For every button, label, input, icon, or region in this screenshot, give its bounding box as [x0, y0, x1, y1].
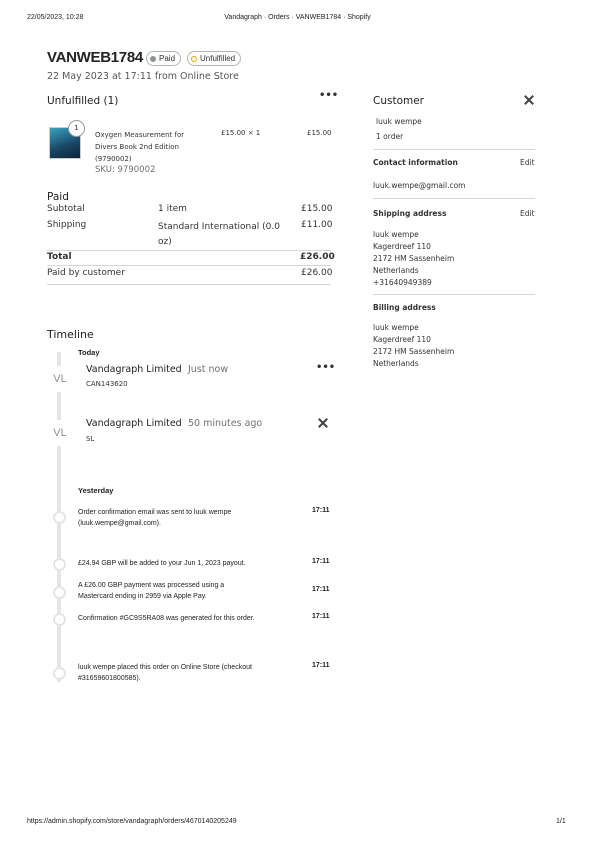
address-line: Kagerdreef 110 [373, 335, 431, 344]
customer-email[interactable]: luuk.wempe@gmail.com [373, 181, 466, 190]
product-name-line2[interactable]: Divers Book 2nd Edition [95, 143, 179, 151]
timeline-dot-icon [53, 613, 66, 626]
timeline-event-time: 17:11 [312, 613, 330, 620]
customer-name[interactable]: luuk wempe [376, 117, 422, 126]
payment-status-label: Paid [159, 54, 176, 63]
address-line: 2172 HM Sassenheim [373, 254, 455, 263]
comment-author: Vandagraph Limited [86, 364, 182, 375]
more-horizontal-icon[interactable]: ••• [316, 362, 336, 373]
divider [47, 265, 331, 266]
fulfillment-status-label: Unfulfilled [200, 54, 236, 63]
total-amount: £26.00 [300, 252, 335, 262]
print-page-number: 1/1 [556, 818, 566, 825]
comment-author: Vandagraph Limited [86, 418, 182, 429]
timeline-event [78, 613, 293, 624]
timeline-day-yesterday: Yesterday [78, 486, 114, 495]
quantity-badge: 1 [68, 120, 85, 137]
comment-time: 50 minutes ago [188, 418, 263, 429]
shipping-detail-line2: oz) [158, 237, 172, 247]
print-url: https://admin.shopify.com/store/vandagraph/orders/4670140205249 [27, 818, 237, 825]
timeline-heading: Timeline [47, 328, 94, 341]
order-subtitle: 22 May 2023 at 17:11 from Online Store [47, 71, 239, 82]
comment-body: SL [86, 435, 95, 443]
product-variant: (9790002) [95, 155, 132, 163]
address-line: Kagerdreef 110 [373, 242, 431, 251]
address-line: 2172 HM Sassenheim [373, 347, 455, 356]
timeline-day-today: Today [78, 348, 100, 357]
comment-time: Just now [188, 364, 229, 375]
total-label: Total [47, 252, 72, 262]
close-icon[interactable] [318, 418, 328, 428]
payment-status-badge [146, 51, 181, 66]
timeline-event [78, 558, 293, 569]
paid-by-customer-amount: £26.00 [301, 268, 333, 278]
subtotal-amount: £15.00 [301, 204, 333, 214]
shipping-detail [158, 220, 280, 250]
shipping-address [373, 229, 454, 289]
avatar: VL [47, 420, 73, 446]
timeline-event-text: luuk wempe placed this order on Online Store (checkout [78, 664, 252, 671]
fulfillment-status-badge [187, 51, 241, 66]
phone-number: +31640949389 [373, 278, 432, 287]
shipping-label: Shipping [47, 220, 87, 230]
shipping-amount: £11.00 [301, 220, 333, 230]
timeline-event-text: £24.94 GBP will be added to your Jun 1, 2023 payout. [78, 560, 246, 567]
timeline-dot-icon [53, 667, 66, 680]
timeline-event-text: Confirmation #GC9S5RA08 was generated for this order. [78, 615, 255, 622]
timeline-event [78, 662, 293, 684]
address-line: luuk wempe [373, 230, 419, 239]
timeline-dot-icon [53, 586, 66, 599]
contact-information-label: Contact information [373, 158, 458, 167]
timeline-event [78, 580, 293, 602]
billing-address [373, 322, 454, 370]
divider [47, 284, 331, 285]
divider [47, 250, 331, 251]
timeline-event-text: Mastercard ending in 2959 via Apple Pay. [78, 593, 207, 600]
paid-heading: Paid [47, 191, 69, 203]
product-name[interactable] [95, 129, 215, 165]
timeline-dot-icon [53, 558, 66, 571]
timeline-event-time: 17:11 [312, 586, 330, 593]
edit-contact-button[interactable]: Edit [520, 158, 535, 167]
paid-dot-icon [150, 56, 156, 62]
print-page-title: Vandagraph · Orders · VANWEB1784 · Shopify [224, 14, 371, 21]
timeline-event-text: Order confirmation email was sent to luuk wempe [78, 509, 232, 516]
unfulfilled-heading: Unfulfilled (1) [47, 95, 119, 107]
shipping-detail-line1: Standard International (0.0 [158, 222, 280, 232]
print-datetime: 22/05/2023, 10:28 [27, 14, 84, 21]
timeline-event-time: 17:11 [312, 662, 330, 669]
customer-order-count[interactable]: 1 order [376, 132, 404, 141]
subtotal-detail: 1 item [158, 204, 187, 214]
billing-address-label: Billing address [373, 303, 436, 312]
paid-by-customer-label: Paid by customer [47, 268, 125, 278]
product-line-total: £15.00 [307, 129, 332, 137]
product-name-line1[interactable]: Oxygen Measurement for [95, 131, 185, 139]
comment-body: CAN143620 [86, 380, 128, 388]
product-unit-price: £15.00 × 1 [221, 129, 261, 137]
timeline-event-text: A £26.00 GBP payment was processed using a [78, 582, 225, 589]
subtotal-label: Subtotal [47, 204, 85, 214]
order-title: VANWEB1784 [47, 49, 143, 66]
divider [373, 198, 535, 199]
divider [373, 149, 535, 150]
timeline-event-time: 17:11 [312, 507, 330, 514]
product-sku: SKU: 9790002 [95, 165, 156, 175]
timeline-event [78, 507, 293, 529]
unfulfilled-dot-icon [191, 56, 197, 62]
timeline-event-text: (luuk.wempe@gmail.com). [78, 520, 161, 527]
close-icon[interactable] [524, 95, 534, 105]
address-line: Netherlands [373, 359, 419, 368]
address-line: Netherlands [373, 266, 419, 275]
timeline-event-text: #31659601800585). [78, 675, 141, 682]
edit-shipping-address-button[interactable]: Edit [520, 209, 535, 218]
timeline-event-time: 17:11 [312, 558, 330, 565]
shipping-address-label: Shipping address [373, 209, 447, 218]
avatar: VL [47, 366, 73, 392]
customer-heading: Customer [373, 95, 425, 107]
timeline-dot-icon [53, 511, 66, 524]
address-line: luuk wempe [373, 323, 419, 332]
more-horizontal-icon[interactable]: ••• [319, 90, 339, 101]
divider [373, 294, 535, 295]
